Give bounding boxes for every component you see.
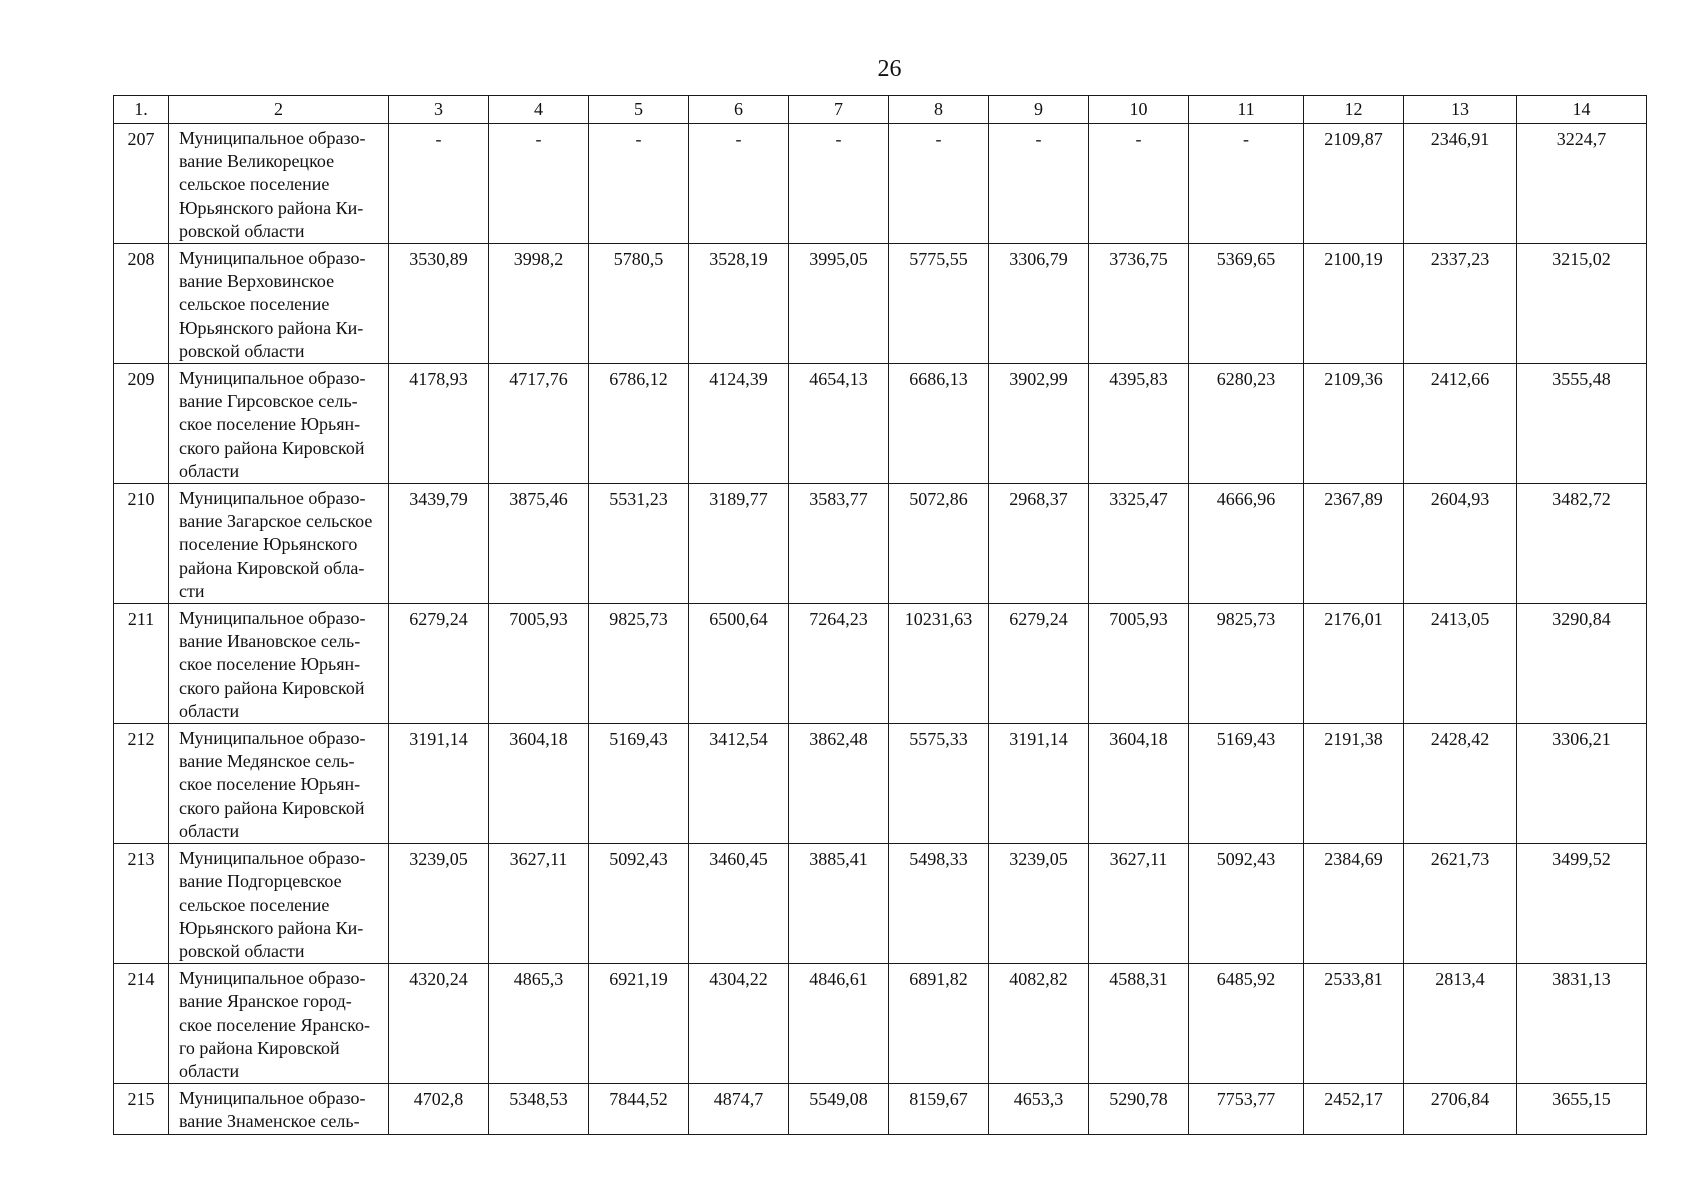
value-cell: 9825,73 — [589, 604, 689, 724]
value-cell: 3604,18 — [1089, 724, 1189, 844]
column-header: 5 — [589, 96, 689, 124]
value-cell: 4395,83 — [1089, 364, 1189, 484]
table-row — [114, 244, 1647, 364]
value-cell: 2100,19 — [1304, 244, 1404, 364]
value-cell: 2384,69 — [1304, 844, 1404, 964]
value-cell: 3191,14 — [989, 724, 1089, 844]
value-cell: 2604,93 — [1404, 484, 1517, 604]
value-cell: 7005,93 — [1089, 604, 1189, 724]
value-cell: 5169,43 — [1189, 724, 1304, 844]
value-cell: 6280,23 — [1189, 364, 1304, 484]
value-cell: 2191,38 — [1304, 724, 1404, 844]
value-cell: 4874,7 — [689, 1084, 789, 1134]
value-cell: 3627,11 — [1089, 844, 1189, 964]
value-cell: 3998,2 — [489, 244, 589, 364]
value-cell: 3215,02 — [1517, 244, 1647, 364]
page-number: 26 — [877, 56, 902, 82]
value-cell: 3224,7 — [1517, 124, 1647, 244]
value-cell: - — [689, 124, 789, 244]
municipality-name-cell: Муниципальное образо- вание Знаменское сель- — [169, 1084, 389, 1134]
value-cell: 5290,78 — [1089, 1084, 1189, 1134]
value-cell: 2367,89 — [1304, 484, 1404, 604]
row-number-cell: 212 — [114, 724, 169, 844]
row-number-cell: 213 — [114, 844, 169, 964]
municipality-name-cell: Муниципальное образо- вание Ивановское сель- ское поселение Юрьян- ского района Кировской области — [169, 604, 389, 724]
table-row — [114, 364, 1647, 484]
value-cell: - — [1189, 124, 1304, 244]
value-cell: - — [989, 124, 1089, 244]
value-cell: 6485,92 — [1189, 964, 1304, 1084]
row-number-cell: 215 — [114, 1084, 169, 1134]
value-cell: 6686,13 — [889, 364, 989, 484]
value-cell: 3862,48 — [789, 724, 889, 844]
value-cell: 3439,79 — [389, 484, 489, 604]
municipality-name-cell: Муниципальное образо- вание Подгорцевское сельское поселение Юрьянского района Ки- ровской области — [169, 844, 389, 964]
value-cell: 5169,43 — [589, 724, 689, 844]
value-cell: 4304,22 — [689, 964, 789, 1084]
header-row — [114, 96, 1647, 124]
value-cell: 2813,4 — [1404, 964, 1517, 1084]
value-cell: 4717,76 — [489, 364, 589, 484]
value-cell: 5549,08 — [789, 1084, 889, 1134]
value-cell: 9825,73 — [1189, 604, 1304, 724]
value-cell: - — [389, 124, 489, 244]
value-cell: 5531,23 — [589, 484, 689, 604]
table-row — [114, 1084, 1647, 1134]
value-cell: 2533,81 — [1304, 964, 1404, 1084]
value-cell: 2621,73 — [1404, 844, 1517, 964]
value-cell: 2109,36 — [1304, 364, 1404, 484]
table-row — [114, 964, 1647, 1084]
municipality-name-cell: Муниципальное образо- вание Гирсовское сель- ское поселение Юрьян- ского района Кировской области — [169, 364, 389, 484]
value-cell: 3191,14 — [389, 724, 489, 844]
value-cell: 4865,3 — [489, 964, 589, 1084]
value-cell: 5780,5 — [589, 244, 689, 364]
value-cell: 3239,05 — [989, 844, 1089, 964]
value-cell: 10231,63 — [889, 604, 989, 724]
value-cell: 3325,47 — [1089, 484, 1189, 604]
value-cell: - — [789, 124, 889, 244]
data-table — [113, 95, 1647, 1135]
value-cell: 4588,31 — [1089, 964, 1189, 1084]
row-number-cell: 209 — [114, 364, 169, 484]
value-cell: 4082,82 — [989, 964, 1089, 1084]
column-header: 12 — [1304, 96, 1404, 124]
value-cell: - — [889, 124, 989, 244]
value-cell: 6279,24 — [389, 604, 489, 724]
value-cell: - — [489, 124, 589, 244]
column-header: 10 — [1089, 96, 1189, 124]
value-cell: 3460,45 — [689, 844, 789, 964]
column-header: 6 — [689, 96, 789, 124]
column-header: 3 — [389, 96, 489, 124]
value-cell: 7005,93 — [489, 604, 589, 724]
municipality-name-cell: Муниципальное образо- вание Медянское сель- ское поселение Юрьян- ского района Кировской области — [169, 724, 389, 844]
municipality-name-cell: Муниципальное образо- вание Верховинское сельское поселение Юрьянского района Ки- ровской области — [169, 244, 389, 364]
value-cell: 3583,77 — [789, 484, 889, 604]
value-cell: 3655,15 — [1517, 1084, 1647, 1134]
value-cell: 4320,24 — [389, 964, 489, 1084]
value-cell: 3306,21 — [1517, 724, 1647, 844]
column-header: 11 — [1189, 96, 1304, 124]
column-header: 2 — [169, 96, 389, 124]
value-cell: 2412,66 — [1404, 364, 1517, 484]
value-cell: 3995,05 — [789, 244, 889, 364]
value-cell: 3412,54 — [689, 724, 789, 844]
table-row — [114, 844, 1647, 964]
value-cell: 5348,53 — [489, 1084, 589, 1134]
value-cell: 3530,89 — [389, 244, 489, 364]
value-cell: 3555,48 — [1517, 364, 1647, 484]
value-cell: 4846,61 — [789, 964, 889, 1084]
value-cell: 7264,23 — [789, 604, 889, 724]
municipality-name-cell: Муниципальное образо- вание Великорецкое сельское поселение Юрьянского района Ки- ровской области — [169, 124, 389, 244]
value-cell: 3875,46 — [489, 484, 589, 604]
row-number-cell: 207 — [114, 124, 169, 244]
value-cell: 5369,65 — [1189, 244, 1304, 364]
value-cell: 5575,33 — [889, 724, 989, 844]
value-cell: 2176,01 — [1304, 604, 1404, 724]
value-cell: 4178,93 — [389, 364, 489, 484]
value-cell: - — [1089, 124, 1189, 244]
value-cell: 3482,72 — [1517, 484, 1647, 604]
table-body — [114, 124, 1647, 1135]
value-cell: 2109,87 — [1304, 124, 1404, 244]
value-cell: 3499,52 — [1517, 844, 1647, 964]
value-cell: 4702,8 — [389, 1084, 489, 1134]
municipality-name-cell: Муниципальное образо- вание Яранское город- ское поселение Яранско- го района Кировской области — [169, 964, 389, 1084]
column-header: 7 — [789, 96, 889, 124]
value-cell: 3528,19 — [689, 244, 789, 364]
column-header: 4 — [489, 96, 589, 124]
table-header — [114, 96, 1647, 124]
value-cell: 2346,91 — [1404, 124, 1517, 244]
value-cell: 3189,77 — [689, 484, 789, 604]
value-cell: 4653,3 — [989, 1084, 1089, 1134]
value-cell: 3239,05 — [389, 844, 489, 964]
value-cell: 3736,75 — [1089, 244, 1189, 364]
value-cell: 2413,05 — [1404, 604, 1517, 724]
value-cell: 5498,33 — [889, 844, 989, 964]
table-row — [114, 604, 1647, 724]
value-cell: 7844,52 — [589, 1084, 689, 1134]
value-cell: 8159,67 — [889, 1084, 989, 1134]
municipality-name-cell: Муниципальное образо- вание Загарское сельское поселение Юрьянского района Кировской обла- сти — [169, 484, 389, 604]
value-cell: 4666,96 — [1189, 484, 1304, 604]
value-cell: 2968,37 — [989, 484, 1089, 604]
value-cell: 3885,41 — [789, 844, 889, 964]
value-cell: 4124,39 — [689, 364, 789, 484]
value-cell: 2706,84 — [1404, 1084, 1517, 1134]
column-header: 8 — [889, 96, 989, 124]
value-cell: 2337,23 — [1404, 244, 1517, 364]
table-row — [114, 724, 1647, 844]
value-cell: 3902,99 — [989, 364, 1089, 484]
value-cell: 3290,84 — [1517, 604, 1647, 724]
value-cell: 5092,43 — [1189, 844, 1304, 964]
row-number-cell: 214 — [114, 964, 169, 1084]
column-header: 1. — [114, 96, 169, 124]
column-header: 13 — [1404, 96, 1517, 124]
value-cell: 3306,79 — [989, 244, 1089, 364]
value-cell: 3627,11 — [489, 844, 589, 964]
row-number-cell: 211 — [114, 604, 169, 724]
column-header: 14 — [1517, 96, 1647, 124]
row-number-cell: 210 — [114, 484, 169, 604]
value-cell: - — [589, 124, 689, 244]
column-header: 9 — [989, 96, 1089, 124]
value-cell: 5092,43 — [589, 844, 689, 964]
value-cell: 4654,13 — [789, 364, 889, 484]
value-cell: 2452,17 — [1304, 1084, 1404, 1134]
value-cell: 7753,77 — [1189, 1084, 1304, 1134]
table-row — [114, 124, 1647, 244]
value-cell: 6279,24 — [989, 604, 1089, 724]
row-number-cell: 208 — [114, 244, 169, 364]
value-cell: 5072,86 — [889, 484, 989, 604]
value-cell: 6921,19 — [589, 964, 689, 1084]
value-cell: 2428,42 — [1404, 724, 1517, 844]
value-cell: 3604,18 — [489, 724, 589, 844]
value-cell: 3831,13 — [1517, 964, 1647, 1084]
value-cell: 6891,82 — [889, 964, 989, 1084]
value-cell: 5775,55 — [889, 244, 989, 364]
table-row — [114, 484, 1647, 604]
value-cell: 6500,64 — [689, 604, 789, 724]
value-cell: 6786,12 — [589, 364, 689, 484]
